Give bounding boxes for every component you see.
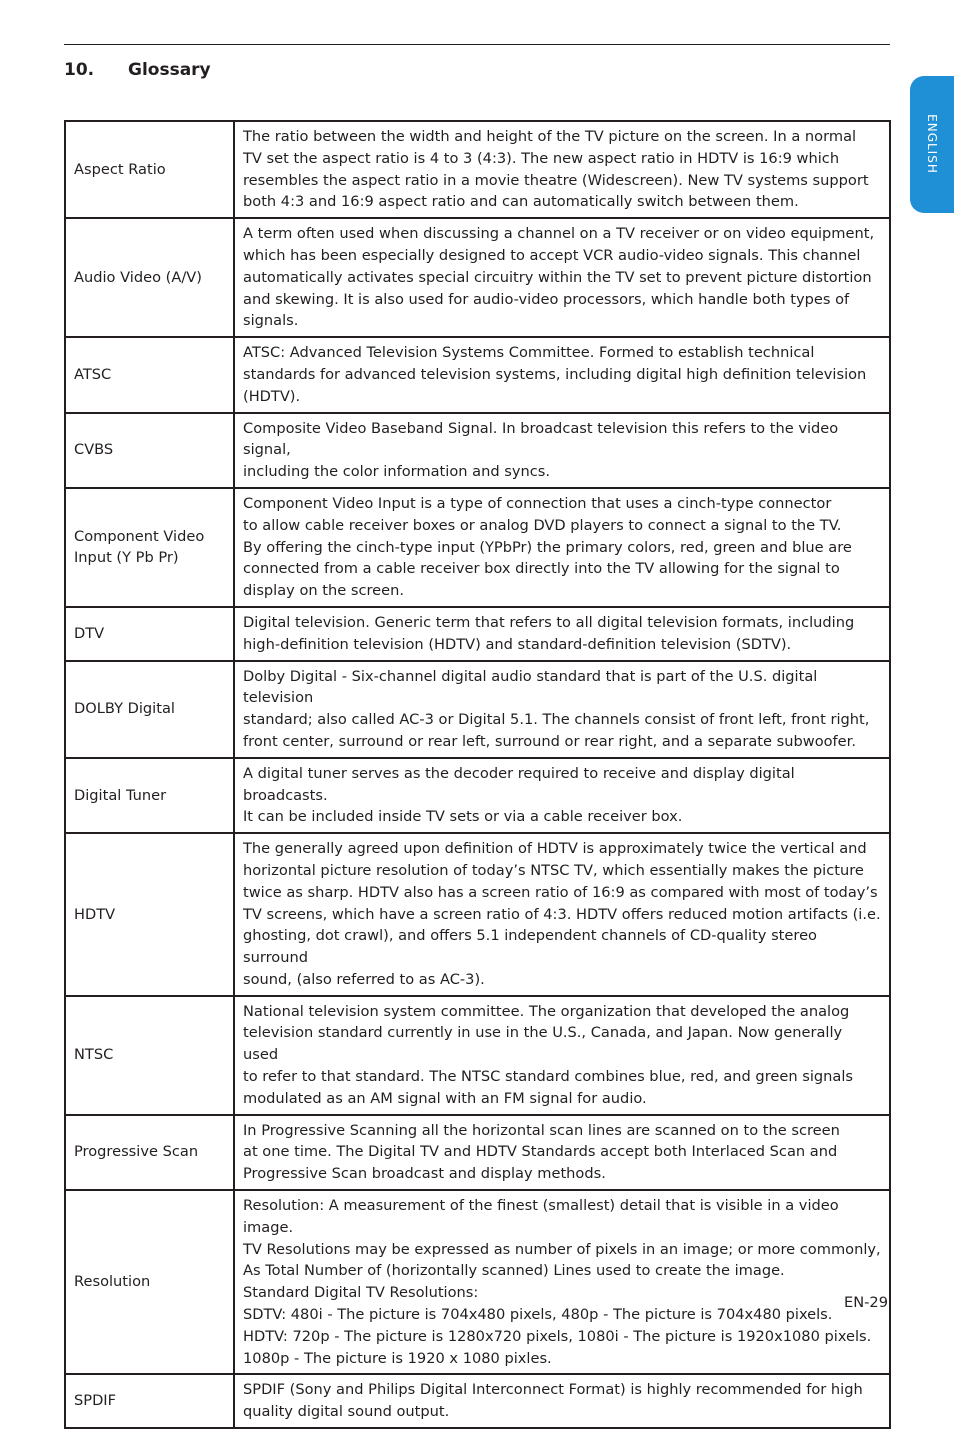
definition-line: modulated as an AM signal with an FM signal for audio. (243, 1089, 647, 1107)
section-number: 10. (64, 60, 95, 80)
glossary-row (65, 607, 890, 661)
glossary-definition (234, 1374, 890, 1428)
definition-line: standards for advanced television systems, including digital high definition television (243, 365, 867, 383)
glossary-term: Aspect Ratio (65, 121, 234, 218)
glossary-row (65, 1115, 890, 1190)
definition-line: to refer to that standard. The NTSC standard combines blue, red, and green signals (243, 1068, 853, 1086)
glossary-term: Digital Tuner (65, 758, 234, 833)
definition-line: A term often used when discussing a channel on a TV receiver or on video equipment, (243, 225, 875, 243)
definition-line: both 4:3 and 16:9 aspect ratio and can automatically switch between them. (243, 193, 799, 211)
glossary-definition (234, 661, 890, 758)
definition-line: connected from a cable receiver box directly into the TV allowing for the signal to (243, 560, 840, 578)
glossary-row (65, 1190, 890, 1374)
definition-line: Component Video Input is a type of connection that uses a cinch-type connector (243, 494, 832, 512)
glossary-term: Resolution (65, 1190, 234, 1374)
definition-line: As Total Number of (horizontally scanned) Lines used to create the image. (243, 1262, 785, 1280)
definition-line: The generally agreed upon definition of HDTV is approximately twice the vertical and (243, 840, 867, 858)
glossary-term: HDTV (65, 833, 234, 996)
definition-line: 1080p - The picture is 1920 x 1080 pixles. (243, 1349, 552, 1367)
definition-line: to allow cable receiver boxes or analog DVD players to connect a signal to the TV. (243, 516, 842, 534)
definition-line: standard; also called AC-3 or Digital 5.1. The channels consist of front left, front right, (243, 711, 870, 729)
glossary-term: NTSC (65, 996, 234, 1115)
glossary-row (65, 488, 890, 607)
definition-line: quality digital sound output. (243, 1403, 450, 1421)
glossary-term: Progressive Scan (65, 1115, 234, 1190)
definition-line: (HDTV). (243, 387, 301, 405)
glossary-term: Audio Video (A/V) (65, 218, 234, 337)
definition-line: Resolution: A measurement of the finest (smallest) detail that is visible in a video image. (243, 1197, 839, 1236)
section-title: Glossary (128, 60, 211, 80)
glossary-definition (234, 1115, 890, 1190)
definition-line: Digital television. Generic term that refers to all digital television formats, including (243, 613, 855, 631)
glossary-term: DOLBY Digital (65, 661, 234, 758)
definition-line: In Progressive Scanning all the horizontal scan lines are scanned on to the screen (243, 1121, 840, 1139)
glossary-definition (234, 413, 890, 488)
glossary-row (65, 121, 890, 218)
definition-line: It can be included inside TV sets or via a cable receiver box. (243, 808, 683, 826)
definition-line: National television system committee. The organization that developed the analog (243, 1002, 850, 1020)
glossary-row (65, 996, 890, 1115)
definition-line: HDTV: 720p - The picture is 1280x720 pixels, 1080i - The picture is 1920x1080 pixels. (243, 1327, 872, 1345)
definition-line: front center, surround or rear left, surround or rear right, and a separate subwoofer. (243, 732, 856, 750)
glossary-definition (234, 833, 890, 996)
glossary-definition (234, 337, 890, 412)
glossary-term: SPDIF (65, 1374, 234, 1428)
definition-line: twice as sharp. HDTV also has a screen ratio of 16:9 as compared with most of today’s (243, 883, 878, 901)
glossary-row (65, 661, 890, 758)
definition-line: high-definition television (HDTV) and standard-definition television (SDTV). (243, 635, 792, 653)
definition-line: which has been especially designed to accept VCR audio-video signals. This channel (243, 246, 861, 264)
glossary-row (65, 413, 890, 488)
page-number: EN-29 (844, 1294, 888, 1311)
section-heading (64, 60, 211, 80)
glossary-definition (234, 218, 890, 337)
definition-line: TV set the aspect ratio is 4 to 3 (4:3). The new aspect ratio in HDTV is 16:9 which (243, 149, 840, 167)
header-rule (64, 44, 890, 45)
definition-line: ATSC: Advanced Television Systems Committee. Formed to establish technical (243, 344, 815, 362)
definition-line: Standard Digital TV Resolutions: (243, 1284, 479, 1302)
definition-line: automatically activates special circuitry within the TV set to prevent picture distortion (243, 268, 872, 286)
language-tab (910, 76, 954, 213)
definition-line: A digital tuner serves as the decoder required to receive and display digital broadcasts. (243, 764, 795, 804)
definition-line: horizontal picture resolution of today’s NTSC TV, which essentially makes the picture (243, 861, 864, 879)
glossary-definition (234, 121, 890, 218)
glossary-definition (234, 996, 890, 1115)
definition-line: ghosting, dot crawl), and offers 5.1 independent channels of CD-quality stereo surround (243, 927, 817, 967)
definition-line: By offering the cinch-type input (YPbPr) the primary colors, red, green and blue are (243, 538, 852, 556)
definition-line: sound, (also referred to as AC-3). (243, 970, 485, 988)
glossary-table (64, 120, 891, 1429)
glossary-term: DTV (65, 607, 234, 661)
definition-line: TV Resolutions may be expressed as number of pixels in an image; or more commonly, (243, 1240, 881, 1258)
glossary-term: ATSC (65, 337, 234, 412)
glossary-definition (234, 758, 890, 833)
definition-line: and skewing. It is also used for audio-video processors, which handle both types of (243, 290, 850, 308)
definition-line: at one time. The Digital TV and HDTV Standards accept both Interlaced Scan and (243, 1143, 838, 1161)
definition-line: including the color information and syncs. (243, 463, 550, 481)
definition-line: TV screens, which have a screen ratio of 4:3. HDTV offers reduced motion artifacts (i.e. (243, 905, 881, 923)
glossary-definition (234, 607, 890, 661)
definition-line: resembles the aspect ratio in a movie theatre (Widescreen). New TV systems support (243, 171, 869, 189)
glossary-row (65, 833, 890, 996)
definition-line: signals. (243, 312, 299, 330)
definition-line: SDTV: 480i - The picture is 704x480 pixels, 480p - The picture is 704x480 pixels. (243, 1306, 833, 1324)
glossary-definition (234, 1190, 890, 1374)
definition-line: Composite Video Baseband Signal. In broadcast television this refers to the video signal, (243, 419, 839, 459)
glossary-body (65, 121, 890, 1428)
definition-line: Progressive Scan broadcast and display methods. (243, 1165, 606, 1183)
glossary-term: CVBS (65, 413, 234, 488)
glossary-definition (234, 488, 890, 607)
definition-line: Dolby Digital - Six-channel digital audio standard that is part of the U.S. digital television (243, 667, 818, 707)
definition-line: television standard currently in use in the U.S., Canada, and Japan. Now generally used (243, 1024, 843, 1064)
glossary-term: Component Video Input (Y Pb Pr) (65, 488, 234, 607)
definition-line: SPDIF (Sony and Philips Digital Interconnect Format) is highly recommended for high (243, 1381, 863, 1399)
glossary-row (65, 218, 890, 337)
definition-line: display on the screen. (243, 582, 405, 600)
glossary-row (65, 758, 890, 833)
glossary-row (65, 1374, 890, 1428)
language-tab-label: ENGLISH (925, 114, 939, 174)
definition-line: The ratio between the width and height of the TV picture on the screen. In a normal (243, 128, 857, 145)
glossary-row (65, 337, 890, 412)
